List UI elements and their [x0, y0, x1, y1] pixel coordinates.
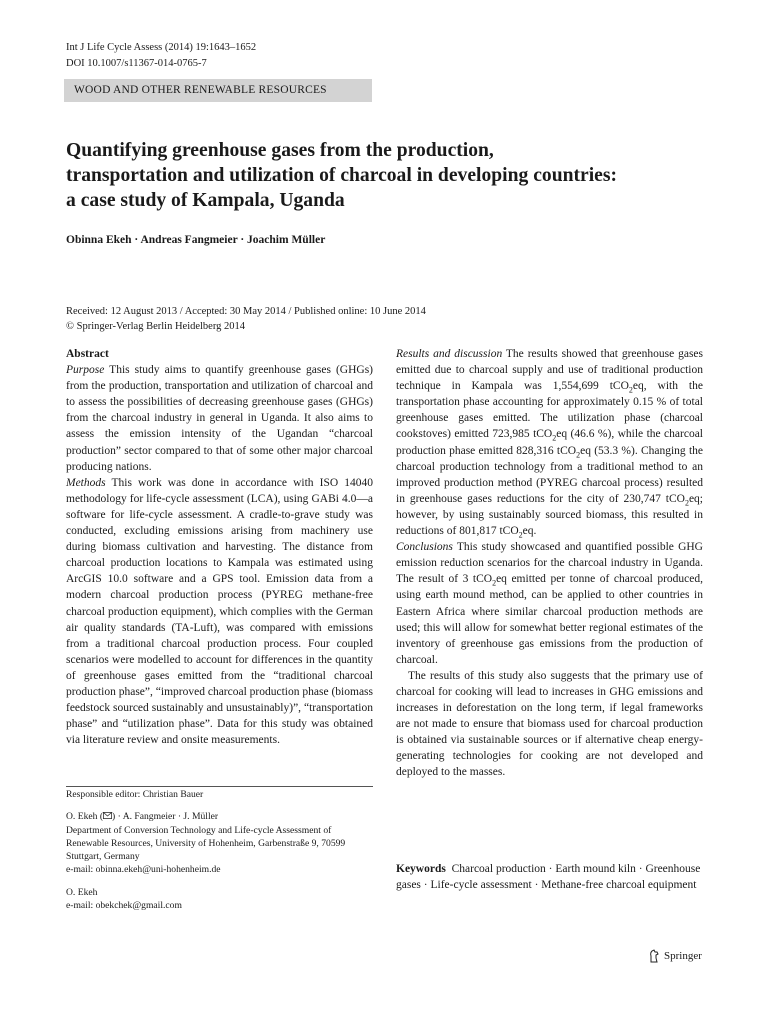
copyright: © Springer-Verlag Berlin Heidelberg 2014	[66, 321, 246, 332]
conclusions-label: Conclusions	[396, 541, 453, 554]
subscript: 2	[492, 578, 497, 588]
subscript: 2	[552, 433, 557, 443]
abstract-column-left	[66, 346, 373, 748]
purpose-text: This study aims to quantify greenhouse gases (GHGs) from the production, transportation and utilization of charcoal and to assess the possibilities of decreasing greenhouse gases (GHGs) from the charcoal industry in general in Uganda. It also aims to assess the emission intensity of the Ugandan “charcoal production” sector compared to that of some other major charcoal producing nations.	[66, 364, 374, 473]
journal-citation: Int J Life Cycle Assess (2014) 19:1643–1652	[66, 42, 257, 53]
subscript: 2	[518, 530, 523, 540]
envelope-icon	[103, 812, 112, 819]
affiliation-names-start: O. Ekeh (	[66, 811, 104, 823]
author-affiliation	[66, 810, 373, 823]
keywords-text: Charcoal production · Earth mound kiln · Greenhouse gases · Life-cycle assessment · Methane-free charcoal equipment	[396, 863, 701, 892]
footnote-divider	[66, 786, 373, 787]
springer-horse-icon	[648, 949, 660, 963]
affiliation-names-end: ) · A. Fangmeier · J. Müller	[112, 811, 219, 823]
results-text-1: The results showed that greenhouse gases emitted due to charcoal supply and use of traditional production technique in Kampala was 1,554,699 tCO	[396, 348, 703, 393]
publisher-logo	[648, 949, 702, 963]
second-author-email[interactable]: e-mail: obekchek@gmail.com	[66, 900, 182, 912]
doi: DOI 10.1007/s11367-014-0765-7	[66, 58, 207, 69]
footnotes	[66, 788, 373, 912]
methods-label: Methods	[66, 476, 106, 489]
abstract-results	[396, 346, 703, 539]
results-label: Results and discussion	[396, 348, 503, 360]
responsible-editor: Responsible editor: Christian Bauer	[66, 789, 204, 800]
keywords	[396, 861, 706, 893]
publication-dates	[66, 304, 426, 334]
subscript: 2	[576, 449, 581, 459]
second-author-name: O. Ekeh	[66, 886, 98, 898]
affiliation-email[interactable]: e-mail: obinna.ekeh@uni-hohenheim.de	[66, 864, 221, 876]
keywords-label: Keywords	[396, 863, 446, 875]
abstract-conclusions	[396, 539, 703, 668]
publisher-name: Springer	[664, 950, 702, 962]
abstract-methods	[66, 475, 373, 749]
author-list: Obinna Ekeh · Andreas Fangmeier · Joachim Müller	[66, 234, 326, 246]
section-label: WOOD AND OTHER RENEWABLE RESOURCES	[64, 79, 372, 102]
date-history: Received: 12 August 2013 / Accepted: 30 May 2014 / Published online: 10 June 2014	[66, 306, 426, 317]
results-text-2: eq, with the transportation phase accounting for approximately 0.15 % of total greenhouse gases emitted. The utilization phase (charcoal cookstoves) emitted 723,985 tCO	[396, 380, 703, 441]
results-text-4: eq (53.3 %). Changing the charcoal production technology from a traditional method to an improved production method (PYREG charcoal process) resulted in greenhouse gases reductions for the city of 230,747 tCO	[396, 444, 703, 505]
title-line-3: a case study of Kampala, Uganda	[66, 190, 345, 211]
title-line-2: transportation and utilization of charcoal in developing countries:	[66, 165, 617, 186]
results-text-3: eq (46.6 %), while the charcoal production phase emitted 828,316 tCO	[396, 428, 704, 457]
abstract-column-right	[396, 346, 703, 781]
subscript: 2	[628, 385, 633, 395]
abstract-heading: Abstract	[66, 348, 109, 360]
paper-title	[66, 138, 716, 213]
abstract-final-paragraph: The results of this study also suggests that the primary use of charcoal for cooking will lead to increases in GHG emissions and increases in deforestation on the long term, if legal frameworks are not made to ensure that biomass used for charcoal production is obtained via sustainable sources or if alternative cheap energy-generating technologies for cooking are not developed and deployed to the masses.	[396, 669, 703, 779]
purpose-label: Purpose	[66, 364, 105, 377]
conclusions-text-1: This study showcased and quantified possible GHG emission reduction scenarios for the charcoal industry in Uganda. The result of 3 tCO	[396, 541, 703, 586]
title-line-1: Quantifying greenhouse gases from the production,	[66, 140, 494, 161]
affiliation-department: Department of Conversion Technology and Life-cycle Assessment of Renewable Resources, University of Hohenheim, Garbenstraße 9, 70599 Stuttgart, Germany	[66, 824, 346, 863]
subscript: 2	[684, 498, 689, 508]
methods-text: This work was done in accordance with ISO 14040 methodology for life-cycle assessment (LCA), using GABi 4.0—a software for life-cycle assessment. A cradle-to-grave study was conducted, excluding emissions arising from machinery use during biomass cultivation and harvesting. The distance from charcoal production locations to Kampala was estimated using ArcGIS 10.0 software and a GPS tool. Emission data from a modern charcoal production process (PYREG methane-free charcoal production equipment), which complies with the German air quality standards (TA-Luft), was compared with emissions from a traditional charcoal production process. Four coupled scenarios were modelled to account for differences in the quantity of greenhouse gases emitted from the “traditional charcoal production phase”, “improved charcoal production phase (biomass feedstock sourced sustainably and unsustainably)”, “transportation phase” and “utilization phase”. Data for this study was obtained via literature review and onsite measurements.	[66, 476, 374, 747]
abstract-purpose	[66, 362, 373, 475]
journal-header	[66, 40, 256, 72]
conclusions-text-2: eq emitted per tonne of charcoal produced, using earth mound method, can be applied to other countries in Eastern Africa where similar charcoal production methods are used; this will allow for somewhat better regional estimates of the inventory of greenhouse gas emissions from the production of charcoal.	[396, 573, 704, 666]
results-text-5: eq; however, by using sustainably sourced biomass, this resulted in reductions of 801,817 tCO	[396, 492, 703, 538]
results-text-6: eq.	[522, 525, 537, 538]
